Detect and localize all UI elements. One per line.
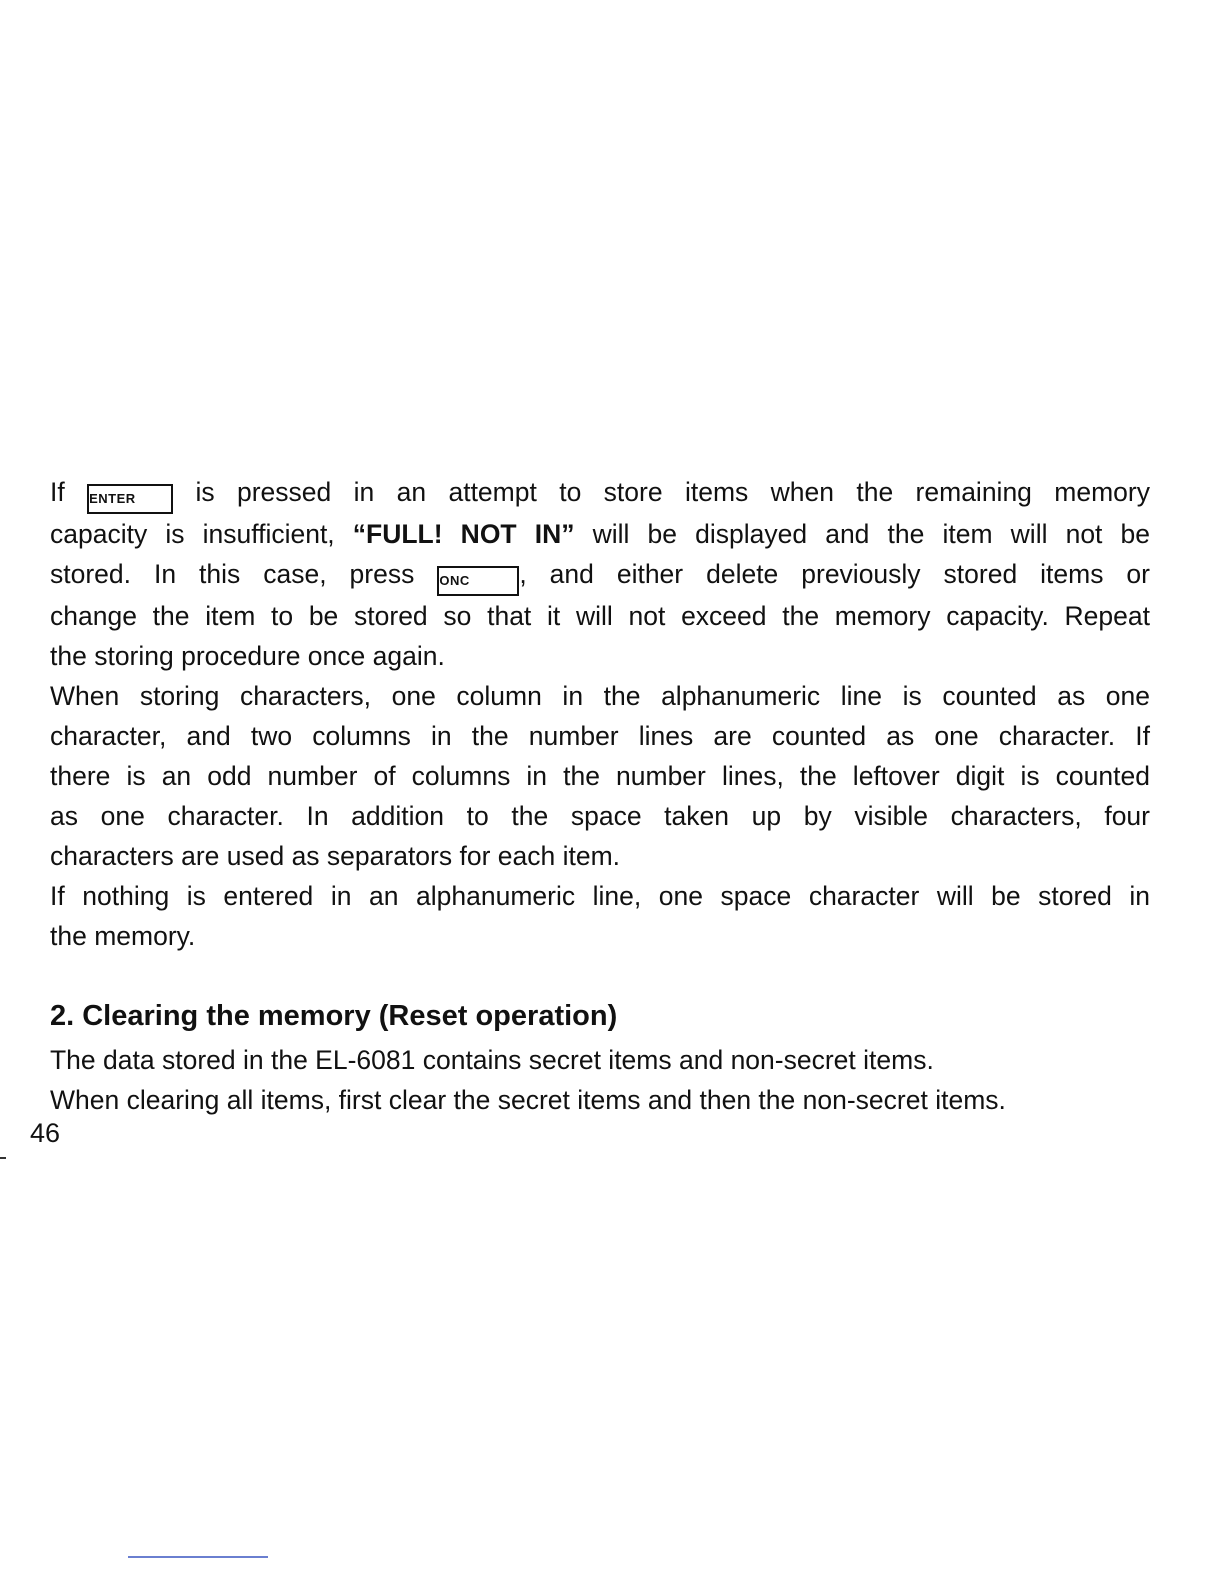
text-line: If nothing is entered in an alphanumeric line, one space character will be stored in bbox=[50, 881, 1150, 911]
footer-rule bbox=[128, 1556, 268, 1558]
text-line: When clearing all items, first clear the secret items and then the non-secret items. bbox=[50, 1085, 1006, 1115]
paragraph-memory-full bbox=[50, 472, 1150, 676]
enter-key-icon: ENTER bbox=[87, 484, 173, 514]
text-line: When storing characters, one column in the alphanumeric line is counted as one bbox=[50, 681, 1150, 711]
page-number: 46 bbox=[30, 1118, 61, 1148]
text-line: If ENTER is pressed in an attempt to store items when the remaining memory bbox=[50, 472, 1150, 514]
text-line: character, and two columns in the number lines are counted as one character. If bbox=[50, 721, 1150, 751]
text-line: characters are used as separators for each item. bbox=[50, 841, 621, 871]
text-line: capacity is insufficient, “FULL! NOT IN” will be displayed and the item will not be bbox=[50, 519, 1151, 549]
text-line: the storing procedure once again. bbox=[50, 641, 445, 671]
paragraph-character-count bbox=[50, 676, 1150, 876]
onc-key-icon: ONC bbox=[437, 566, 519, 596]
manual-page-content bbox=[50, 472, 1150, 1120]
full-not-in-message: “FULL! NOT IN” bbox=[352, 519, 575, 549]
text-line: there is an odd number of columns in the number lines, the leftover digit is counted bbox=[50, 761, 1150, 791]
text-line: the memory. bbox=[50, 921, 196, 951]
text-line: as one character. In addition to the space taken up by visible characters, four bbox=[50, 801, 1150, 831]
text-line: stored. In this case, press ONC , and either delete previously stored items or bbox=[50, 554, 1150, 596]
section-heading: 2. Clearing the memory (Reset operation) bbox=[50, 1000, 618, 1032]
text-line: change the item to be stored so that it will not exceed the memory capacity. Repeat bbox=[50, 601, 1150, 631]
margin-mark bbox=[0, 1157, 6, 1159]
paragraph-clearing-memory bbox=[50, 1040, 1150, 1120]
text-line: The data stored in the EL-6081 contains secret items and non-secret items. bbox=[50, 1045, 934, 1075]
paragraph-empty-line bbox=[50, 876, 1150, 956]
